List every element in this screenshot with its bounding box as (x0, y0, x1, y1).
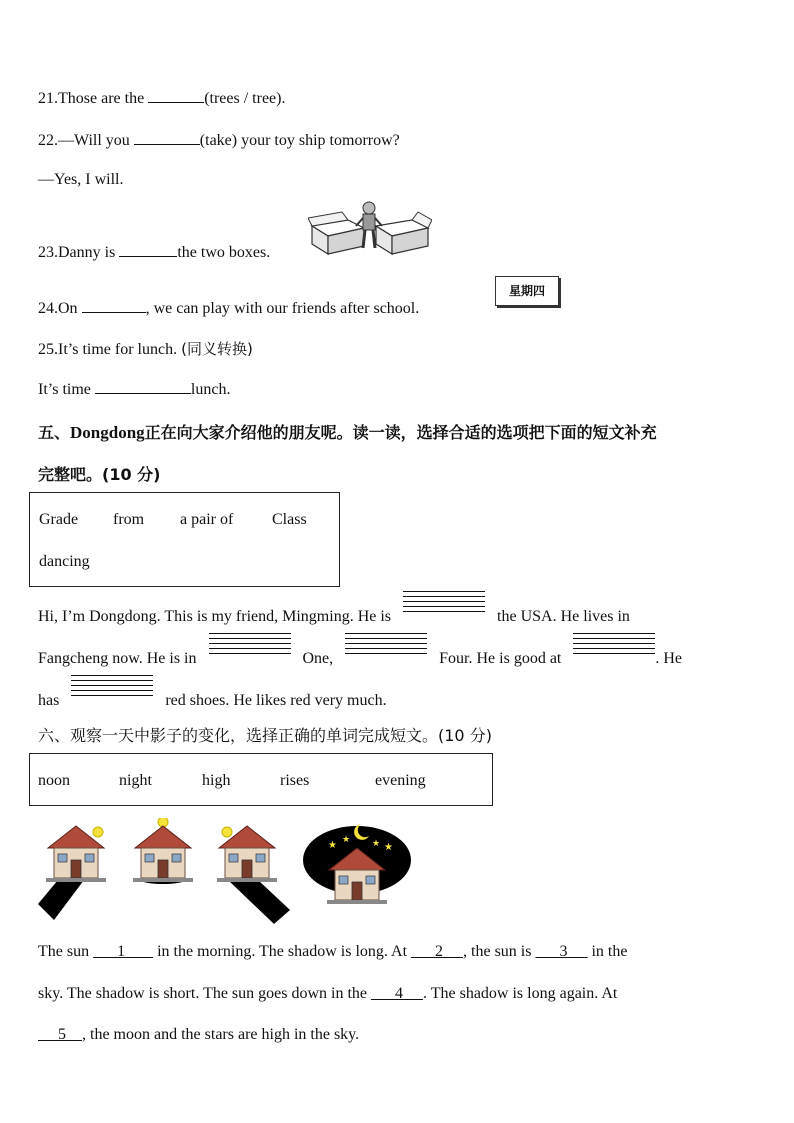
section-5-heading: 五、Dongdong正在向大家介绍他的朋友呢。读一读，选择合适的选项把下面的短文补充 (38, 423, 657, 442)
passage-6-line-3: 5 , the moon and the stars are high in the sky. (38, 1026, 359, 1044)
word-bank-box (29, 753, 493, 806)
passage-6-line-1: The sun 1 in the morning. The shadow is long. At 2 , the sun is 3 in the (38, 943, 628, 960)
question-24 (38, 298, 419, 318)
shadow-illustrations (36, 818, 416, 924)
question-text: Danny is (58, 244, 116, 261)
answer-blank[interactable] (82, 298, 146, 313)
question-23 (38, 242, 270, 262)
passage-line-3: has red shoes. He likes red very much. (38, 689, 387, 710)
question-25 (38, 338, 253, 359)
question-text: , we can play with our friends after school. (145, 300, 420, 317)
numbered-blank-2[interactable]: 2 (435, 943, 444, 960)
word-option: high (202, 772, 231, 789)
passage-line-1: Hi, I’m Dongdong. This is my friend, Mingming. He is the USA. He lives in (38, 605, 630, 626)
word-option: night (119, 772, 152, 789)
passage-6-line-2: sky. The shadow is short. The sun goes down in the 4 . The shadow is long again. At (38, 985, 618, 1002)
star-icon: ★ (342, 835, 351, 845)
sun-icon (222, 827, 232, 837)
answer-blank[interactable] (209, 647, 291, 663)
word-bank-box (29, 492, 340, 587)
question-number: 24. (38, 300, 58, 317)
question-22-answer: —Yes, I will. (38, 171, 124, 188)
word-option: Grade (39, 511, 79, 528)
question-number: 25. (38, 341, 58, 358)
question-number: 21. (38, 90, 58, 107)
question-22 (38, 130, 400, 150)
question-21 (38, 88, 285, 108)
long-shadow (228, 880, 290, 924)
sun-icon (93, 827, 103, 837)
answer-blank[interactable] (148, 88, 204, 103)
question-text: lunch. (190, 381, 231, 398)
question-text: On (58, 300, 78, 317)
answer-blank[interactable] (71, 689, 153, 705)
question-text: (take) your toy ship tomorrow? (199, 132, 400, 149)
word-option: from (113, 511, 145, 528)
section-5-heading-cont: 完整吧。(10 分) (38, 465, 161, 484)
answer-blank[interactable] (119, 242, 177, 257)
word-option: dancing (39, 553, 90, 570)
question-text: It’s time for lunch. (58, 341, 178, 358)
word-option: rises (280, 772, 310, 789)
question-text: It’s time (38, 381, 91, 398)
answer-blank[interactable] (134, 130, 200, 145)
boy-between-boxes-image (308, 200, 432, 256)
star-icon: ★ (328, 840, 337, 851)
word-option: a pair of (180, 511, 234, 528)
question-number: 22. (38, 132, 58, 149)
star-icon: ★ (384, 842, 393, 853)
section-6-heading: 六、观察一天中影子的变化，选择正确的单词完成短文。(10 分) (38, 726, 492, 745)
question-text: —Will you (58, 132, 130, 149)
question-text: the two boxes. (177, 244, 271, 261)
answer-blank[interactable] (573, 647, 655, 663)
word-option: Class (272, 511, 307, 528)
numbered-blank-3[interactable]: 3 (559, 943, 568, 960)
numbered-blank-1[interactable]: 1 (117, 943, 126, 960)
answer-blank[interactable] (345, 647, 427, 663)
star-icon: ★ (372, 839, 381, 849)
question-25-rewrite (38, 379, 230, 399)
word-option: evening (375, 772, 426, 789)
numbered-blank-5[interactable]: 5 (58, 1026, 66, 1043)
numbered-blank-4[interactable]: 4 (395, 985, 404, 1002)
question-hint: (同义转换) (181, 340, 253, 358)
answer-blank[interactable] (403, 605, 485, 621)
long-shadow (38, 880, 84, 920)
question-text: Those are the (58, 90, 145, 107)
question-number: 23. (38, 244, 58, 261)
weekday-sign: 星期四 (495, 276, 559, 306)
question-text: (trees / tree). (204, 90, 286, 107)
word-option: noon (38, 772, 70, 789)
passage-line-2: Fangcheng now. He is in One, Four. He is good at . He (38, 647, 682, 668)
answer-blank[interactable] (95, 379, 191, 394)
